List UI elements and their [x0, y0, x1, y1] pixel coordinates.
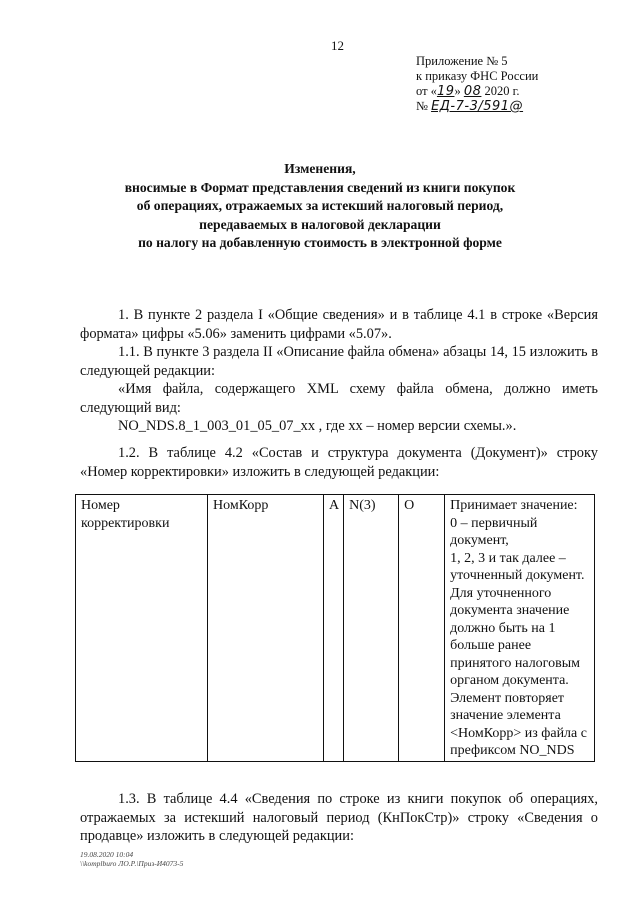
date-day: 19 [436, 84, 455, 99]
document-title [80, 160, 560, 253]
paragraph-quote: «Имя файла, содержащего XML схему файла обмена, должно иметь следующий вид: [80, 381, 598, 416]
appendix-number: № ЕД-7-3/591@ [416, 99, 524, 114]
footer-stamp: 19.08.2020 10:04 \\komplburo ЛО.Р.\Приз-И4073-5 [80, 850, 184, 868]
appendix-date: от «19» 08 2020 г. [416, 84, 520, 99]
paragraph-filename: NO_NDS.8_1_003_01_05_07_xx , где xx – номер версии схемы.». [118, 418, 517, 434]
title-line: по налогу на добавленную стоимость в электронной форме [138, 235, 502, 251]
title-line: об операциях, отражаемых за истекший налоговый период, [136, 198, 504, 214]
table-row [76, 495, 595, 762]
title-line: передаваемых в налоговой декларации [199, 216, 441, 232]
title-line: вносимые в Формат представления сведений из книги покупок [124, 179, 516, 195]
cell-name: Номер корректировки [76, 495, 208, 762]
paragraph-1-3: 1.3. В таблице 4.4 «Сведения по строке из книги покупок об операциях, отражаемых за истекший налоговый период (КнПокСтр)» строку «Сведения о продавце» изложить в следующей редакции: [80, 791, 598, 845]
cell-required: О [399, 495, 445, 762]
title-line: Изменения, [284, 161, 356, 176]
paragraph-1-2: 1.2. В таблице 4.2 «Состав и структура документа (Документ)» строку «Номер корректировки» изложить в следующей редакции: [80, 445, 598, 480]
cell-notes: Принимает значение: 0 – первичный документ, 1, 2, 3 и так далее – уточненный документ. Для уточненного документа значение должно быть на 1 больше ранее принятого налоговым органом документа. Элемент повторяет значение элемента <НомКорр> из файла с префиксом NO_NDS [445, 495, 595, 762]
date-month: 08 [463, 84, 482, 99]
appendix-order: к приказу ФНС России [416, 69, 539, 83]
paragraph-1-1: 1.1. В пункте 3 раздела II «Описание файла обмена» абзацы 14, 15 изложить в следующей редакции: [80, 344, 598, 379]
cell-format: N(3) [344, 495, 399, 762]
appendix-title: Приложение № 5 [416, 54, 508, 68]
page-number: 12 [331, 38, 344, 53]
correction-number-table [75, 494, 595, 762]
order-number: ЕД-7-3/591@ [431, 99, 524, 114]
appendix-block [416, 54, 538, 114]
cell-type: А [324, 495, 344, 762]
paragraph-1: 1. В пункте 2 раздела I «Общие сведения» и в таблице 4.1 в строке «Версия формата» цифры «5.06» заменить цифрами «5.07». [80, 307, 598, 342]
cell-code: НомКорр [208, 495, 324, 762]
